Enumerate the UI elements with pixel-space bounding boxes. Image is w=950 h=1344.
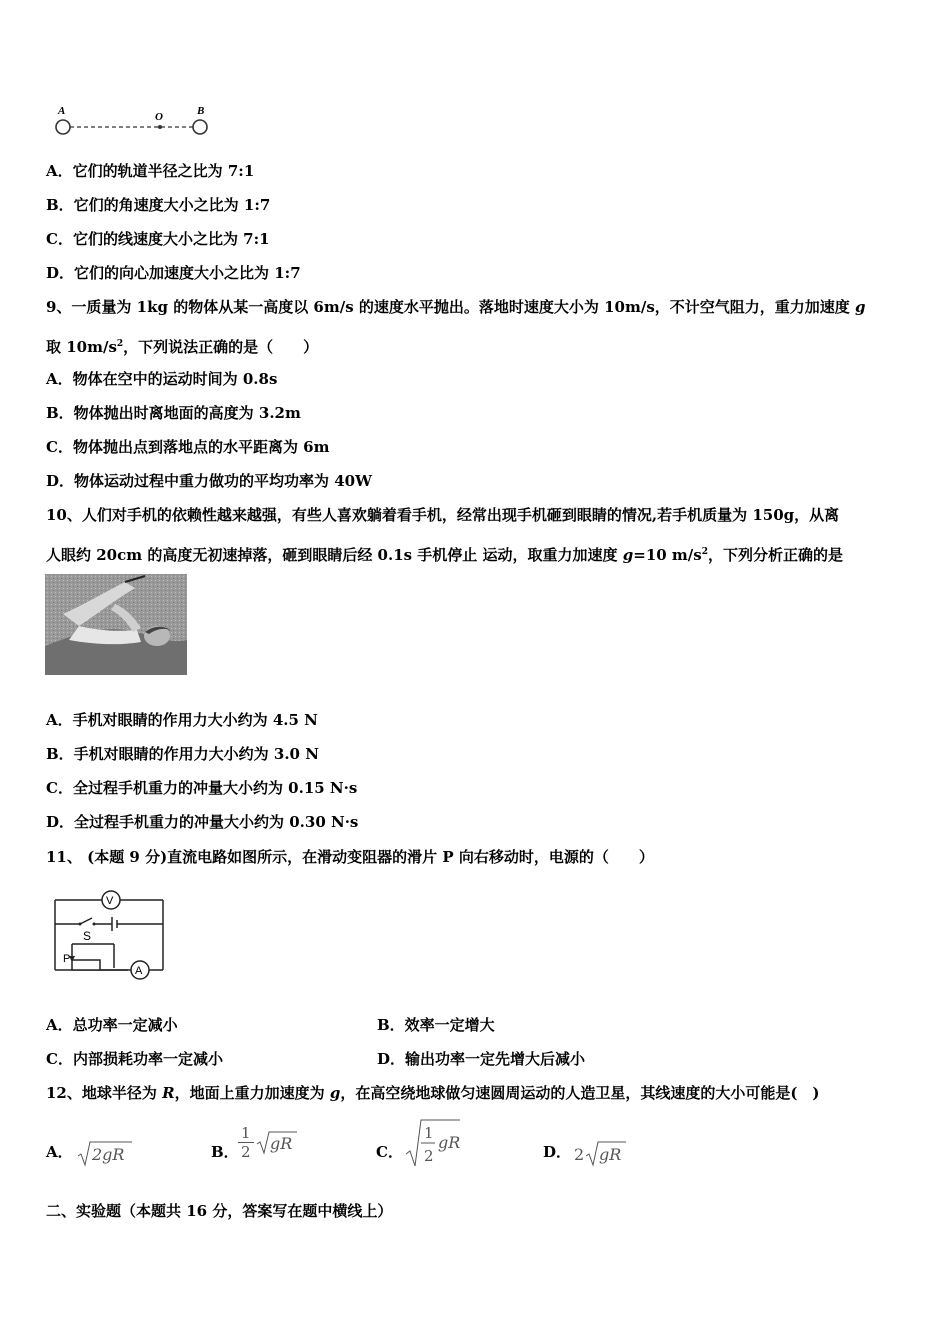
q12-option-b-sqrt bbox=[255, 1128, 300, 1158]
q10-option-d: D．全过程手机重力的冲量大小约为 0.30 N·s bbox=[46, 813, 359, 831]
switch-label: S bbox=[83, 929, 92, 943]
q10-option-b: B．手机对眼睛的作用力大小约为 3.0 N bbox=[46, 745, 319, 763]
q11-option-d: D．输出功率一定先增大后减小 bbox=[377, 1050, 586, 1068]
q10-option-c: C．全过程手机重力的冲量大小约为 0.15 N·s bbox=[46, 779, 358, 797]
q9-option-d: D．物体运动过程中重力做功的平均功率为 40W bbox=[46, 472, 372, 490]
ball-a bbox=[56, 120, 70, 134]
q12-option-c-sqrt bbox=[404, 1118, 464, 1170]
q9-option-a: A．物体在空中的运动时间为 0.8s bbox=[46, 370, 278, 388]
point-o bbox=[158, 125, 162, 129]
section-2-heading: 二、实验题（本题共 16 分，答案写在题中横线上） bbox=[46, 1202, 393, 1220]
q12-option-c-label: C． bbox=[376, 1143, 403, 1161]
q8-option-b: B．它们的角速度大小之比为 1:7 bbox=[46, 196, 271, 214]
q11-stem: 11、 (本题 9 分)直流电路如图所示，在滑动变阻器的滑片 P 向右移动时，电源的（ ） bbox=[46, 848, 654, 866]
voltmeter-label: V bbox=[106, 895, 114, 907]
svg-text:2: 2 bbox=[574, 1145, 585, 1164]
label-a: A bbox=[58, 105, 66, 117]
svg-text:gR: gR bbox=[438, 1133, 461, 1152]
q10-stem-line1: 10、人们对手机的依赖性越来越强，有些人喜欢躺着看手机，经常出现手机砸到眼睛的情况,若手机质量为 150g，从离 bbox=[46, 506, 840, 524]
q8-option-d: D．它们的向心加速度大小之比为 1:7 bbox=[46, 264, 301, 282]
svg-text:1: 1 bbox=[424, 1124, 434, 1142]
figure-a-o-b bbox=[48, 100, 218, 140]
label-o: O bbox=[155, 111, 163, 123]
q9-option-c: C．物体抛出点到落地点的水平距离为 6m bbox=[46, 438, 330, 456]
svg-text:gR: gR bbox=[599, 1145, 622, 1164]
slider-label: P bbox=[63, 953, 71, 965]
svg-text:2gR: 2gR bbox=[92, 1145, 125, 1164]
q10-option-a: A．手机对眼睛的作用力大小约为 4.5 N bbox=[46, 711, 318, 729]
svg-text:2: 2 bbox=[424, 1147, 434, 1165]
q8-option-a: A．它们的轨道半径之比为 7:1 bbox=[46, 162, 255, 180]
q12-option-b-fraction: $\frac{1}{2}$ bbox=[238, 1124, 254, 1161]
q8-option-c: C．它们的线速度大小之比为 7:1 bbox=[46, 230, 270, 248]
label-b: B bbox=[197, 105, 205, 117]
q9-stem-line1: 9、一质量为 1kg 的物体从某一高度以 6m/s 的速度水平抛出。落地时速度大小为 10m/s，不计空气阻力，重力加速度 g bbox=[46, 298, 866, 316]
q11-option-a: A．总功率一定减小 bbox=[46, 1016, 178, 1034]
q12-option-d-expr bbox=[572, 1138, 632, 1168]
circuit-diagram bbox=[50, 884, 170, 980]
q12-option-a-expr bbox=[76, 1138, 136, 1168]
q11-option-b: B．效率一定增大 bbox=[377, 1016, 495, 1034]
q9-option-b: B．物体抛出时离地面的高度为 3.2m bbox=[46, 404, 301, 422]
svg-text:gR: gR bbox=[270, 1134, 293, 1153]
ammeter-label: A bbox=[135, 965, 143, 977]
q12-option-b-label: B． bbox=[211, 1143, 239, 1161]
q9-stem-line2: 取 $10m/s^2$，下列说法正确的是（ ） bbox=[46, 338, 319, 356]
q12-stem: 12、地球半径为 R，地面上重力加速度为 g，在高空绕地球做匀速圆周运动的人造卫星，其线速度的大小可能是( ) bbox=[46, 1084, 820, 1102]
q12-option-d-label: D． bbox=[543, 1143, 572, 1161]
q10-stem-line2: 人眼约 20cm 的高度无初速掉落，砸到眼睛后经 0.1s 手机停止 运动，取重力加速度 g=10 $m/s^2$，下列分析正确的是 bbox=[46, 546, 844, 564]
photo-person-lying-with-phone bbox=[45, 574, 187, 675]
q12-option-a-label: A． bbox=[46, 1143, 73, 1161]
ball-b bbox=[193, 120, 207, 134]
q11-option-c: C．内部损耗功率一定减小 bbox=[46, 1050, 223, 1068]
